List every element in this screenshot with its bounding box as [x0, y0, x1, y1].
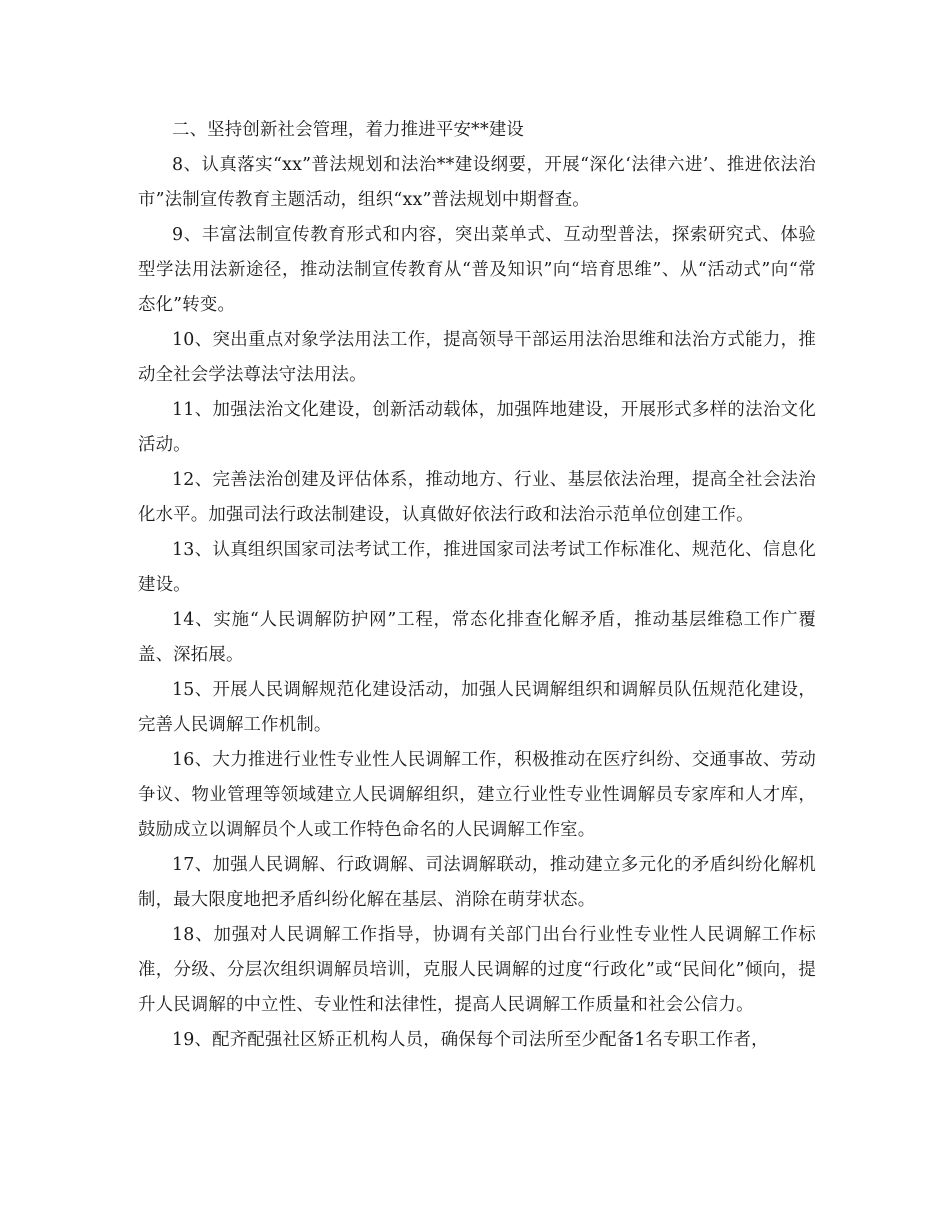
- paragraph-15: 15、开展人民调解规范化建设活动，加强人民调解组织和调解员队伍规范化建设，完善人民调解工作机制。: [138, 680, 816, 735]
- paragraph-11: 11、加强法治文化建设，创新活动载体，加强阵地建设，开展形式多样的法治文化活动。: [138, 400, 816, 455]
- paragraph-17: 17、加强人民调解、行政调解、司法调解联动，推动建立多元化的矛盾纠纷化解机制，最大限度地把矛盾纠纷化解在基层、消除在萌芽状态。: [138, 855, 816, 910]
- document-body: [138, 113, 816, 1058]
- paragraph-19: 19、配齐配强社区矫正机构人员，确保每个司法所至少配备1名专职工作者，: [172, 1030, 769, 1050]
- paragraph-18: 18、加强对人民调解工作指导，协调有关部门出台行业性专业性人民调解工作标准，分级、分层次组织调解员培训，克服人民调解的过度“行政化”或“民间化”倾向，提升人民调解的中立性、专业性和法律性，提高人民调解工作质量和社会公信力。: [138, 925, 816, 1015]
- paragraph-14: 14、实施“人民调解防护网”工程，常态化排查化解矛盾，推动基层维稳工作广覆盖、深拓展。: [138, 610, 816, 665]
- section-heading: 二、坚持创新社会管理，着力推进平安**建设: [172, 120, 525, 140]
- paragraph-9: 9、丰富法制宣传教育形式和内容，突出菜单式、互动型普法，探索研究式、体验型学法用法新途径，推动法制宣传教育从“普及知识”向“培育思维”、从“活动式”向“常态化”转变。: [138, 225, 816, 315]
- paragraph-8: 8、认真落实“xx”普法规划和法治**建设纲要，开展“深化‘法律六进’、推进依法治市”法制宣传教育主题活动，组织“xx”普法规划中期督查。: [138, 155, 816, 210]
- paragraph-16: 16、大力推进行业性专业性人民调解工作，积极推动在医疗纠纷、交通事故、劳动争议、物业管理等领域建立人民调解组织，建立行业性专业性调解员专家库和人才库，鼓励成立以调解员个人或工作特色命名的人民调解工作室。: [138, 750, 816, 840]
- paragraph-12: 12、完善法治创建及评估体系，推动地方、行业、基层依法治理，提高全社会法治化水平。加强司法行政法制建设，认真做好依法行政和法治示范单位创建工作。: [138, 470, 816, 525]
- paragraph-13: 13、认真组织国家司法考试工作，推进国家司法考试工作标准化、规范化、信息化建设。: [138, 540, 816, 595]
- paragraph-10: 10、突出重点对象学法用法工作，提高领导干部运用法治思维和法治方式能力，推动全社会学法尊法守法用法。: [138, 330, 816, 385]
